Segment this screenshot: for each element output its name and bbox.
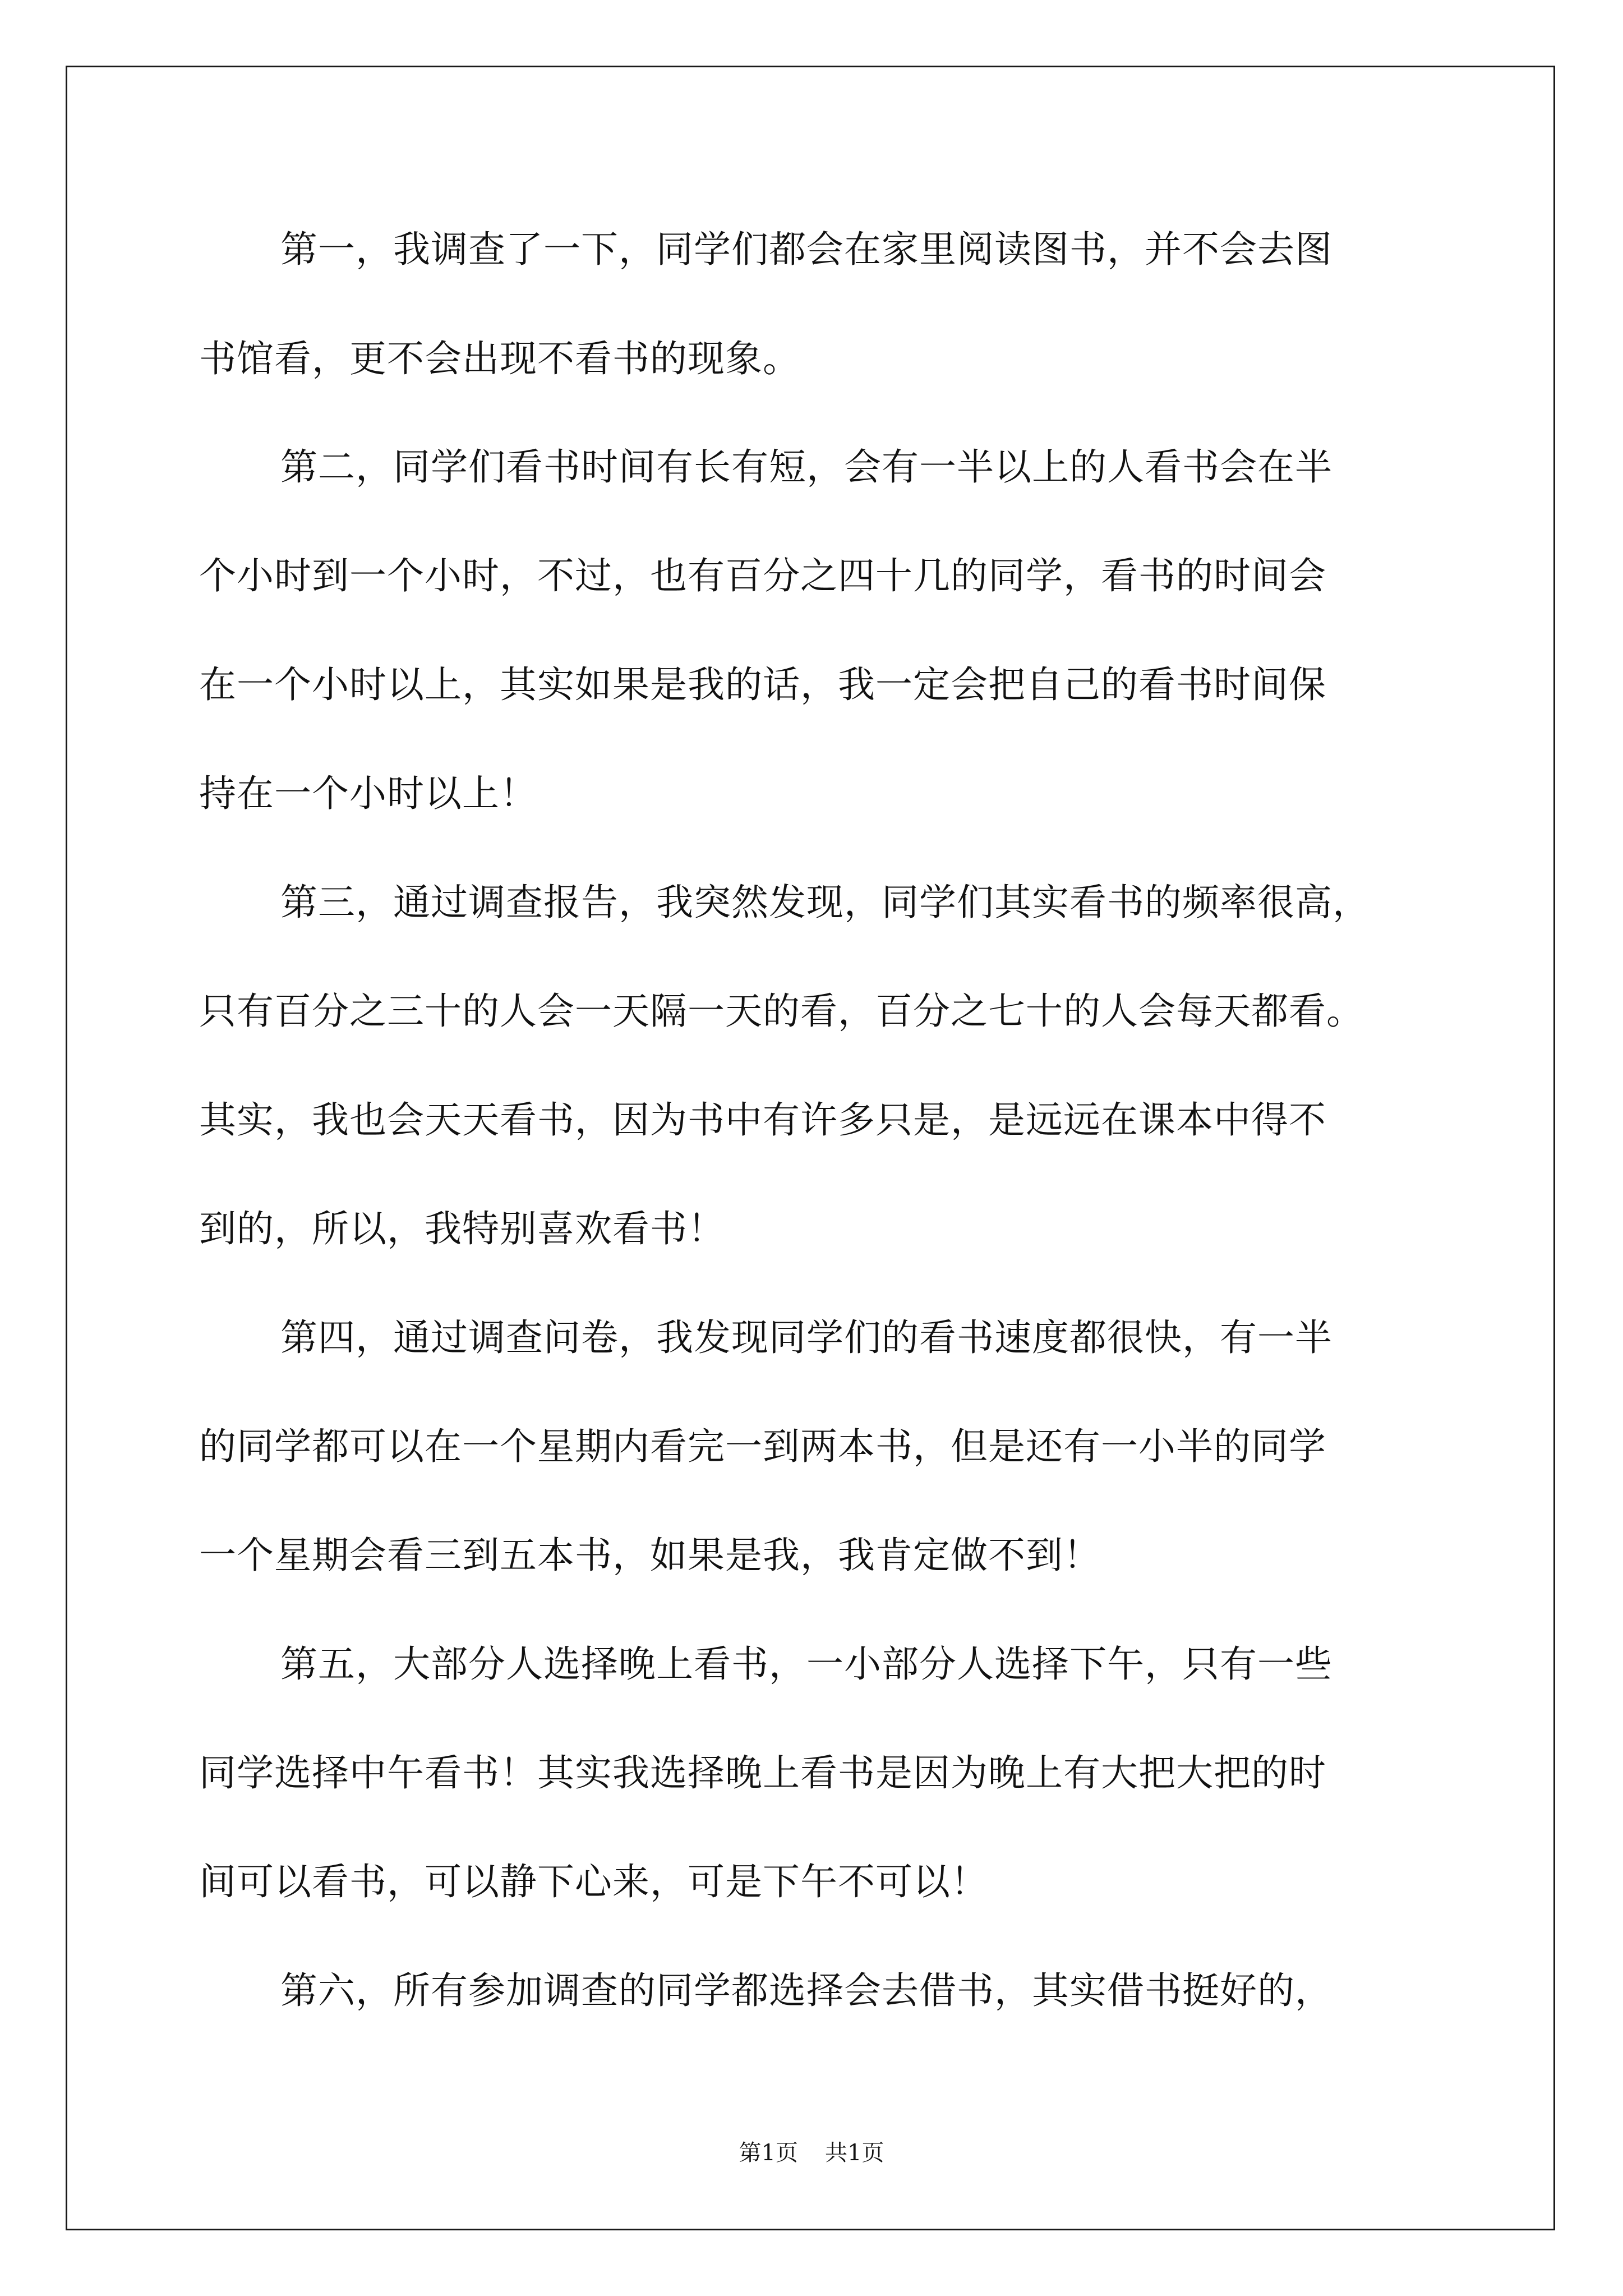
paragraph-1-line-2: 书馆看，更不会出现不看书的现象。 [199, 337, 800, 380]
paragraph-2-line-3: 在一个小时以上，其实如果是我的话，我一定会把自己的看书时间保 [199, 663, 1326, 706]
page-number: 第1页 [739, 2140, 798, 2166]
paragraph-3-line-1: 第三，通过调查报告，我突然发现，同学们其实看书的频率很高， [280, 881, 1370, 924]
page-total: 共1页 [825, 2140, 884, 2166]
paragraph-5-line-1: 第五，大部分人选择晚上看书，一小部分人选择下午，只有一些 [280, 1642, 1332, 1686]
paragraph-2-line-4: 持在一个小时以上！ [199, 772, 537, 815]
paragraph-6-line-1: 第六，所有参加调查的同学都选择会去借书，其实借书挺好的， [280, 1969, 1332, 2012]
paragraph-4-line-3: 一个星期会看三到五本书，如果是我，我肯定做不到！ [199, 1534, 1101, 1577]
paragraph-3-line-4: 到的，所以，我特别喜欢看书！ [199, 1207, 725, 1250]
paragraph-2-line-1: 第二，同学们看书时间有长有短，会有一半以上的人看书会在半 [280, 445, 1332, 489]
paragraph-4-line-1: 第四，通过调查问卷，我发现同学们的看书速度都很快，有一半 [280, 1316, 1332, 1359]
paragraph-4-line-2: 的同学都可以在一个星期内看完一到两本书，但是还有一小半的同学 [199, 1425, 1326, 1468]
paragraph-5-line-2: 同学选择中午看书！其实我选择晚上看书是因为晚上有大把大把的时 [199, 1751, 1326, 1795]
paragraph-3-line-2: 只有百分之三十的人会一天隔一天的看，百分之七十的人会每天都看。 [199, 990, 1364, 1033]
page-border [66, 66, 1555, 2230]
paragraph-5-line-3: 间可以看书，可以静下心来，可是下午不可以！ [199, 1860, 988, 1903]
paragraph-3-line-3: 其实，我也会天天看书，因为书中有许多只是，是远远在课本中得不 [199, 1098, 1326, 1142]
paragraph-2-line-2: 个小时到一个小时，不过，也有百分之四十几的同学，看书的时间会 [199, 554, 1326, 597]
paragraph-1-line-1: 第一，我调查了一下，同学们都会在家里阅读图书，并不会去图 [280, 228, 1332, 271]
page-footer [0, 2135, 1623, 2167]
